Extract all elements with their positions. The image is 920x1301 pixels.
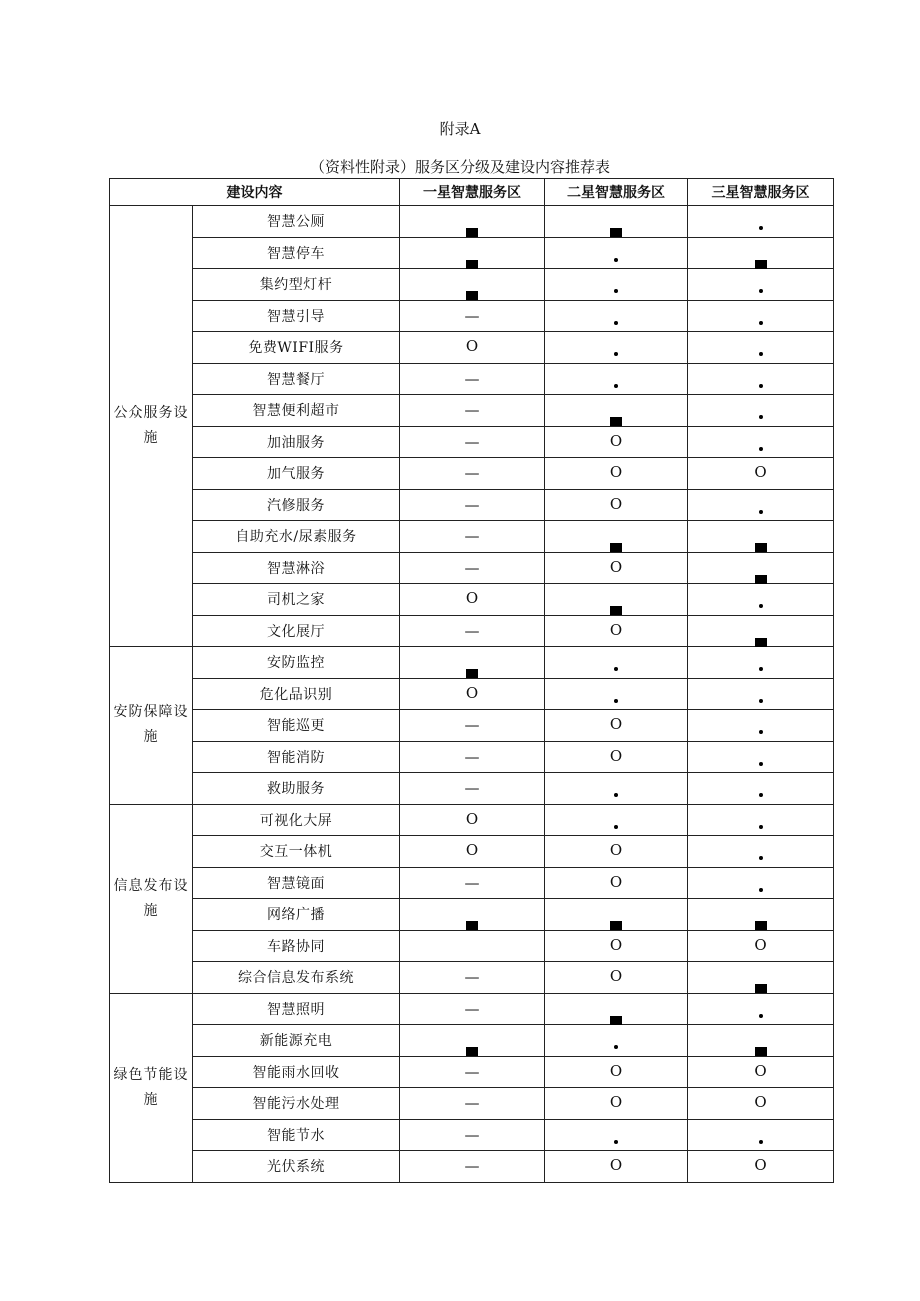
table-row xyxy=(110,615,834,647)
table-row xyxy=(110,899,834,931)
dot-mark xyxy=(688,376,833,392)
one-star-cell xyxy=(400,804,545,836)
table-row xyxy=(110,584,834,616)
table-row xyxy=(110,836,834,868)
three-star-cell xyxy=(688,237,834,269)
two-star-cell xyxy=(545,930,688,962)
dash-mark: — xyxy=(464,306,480,325)
dash-mark: — xyxy=(464,1094,480,1112)
three-star-cell xyxy=(688,395,834,427)
table-header-row xyxy=(110,179,834,206)
dot-mark xyxy=(688,722,833,738)
one-star-cell xyxy=(400,678,545,710)
item-cell: 文化展厅 xyxy=(193,615,400,647)
item-cell: 交互一体机 xyxy=(193,836,400,868)
table-row xyxy=(110,678,834,710)
table-row xyxy=(110,489,834,521)
three-star-cell xyxy=(688,1056,834,1088)
table-row xyxy=(110,300,834,332)
table-body xyxy=(110,206,834,1183)
header-three-star: 三星智慧服务区 xyxy=(688,179,834,206)
three-star-cell xyxy=(688,269,834,301)
two-star-cell xyxy=(545,993,688,1025)
two-star-cell xyxy=(545,741,688,773)
dot-mark xyxy=(545,691,687,707)
circle-mark: O xyxy=(754,1093,767,1111)
item-cell: 智慧淋浴 xyxy=(193,552,400,584)
item-cell: 集约型灯杆 xyxy=(193,269,400,301)
table-row xyxy=(110,867,834,899)
circle-mark: O xyxy=(754,1061,767,1080)
dash-mark: — xyxy=(464,621,480,640)
circle-mark: O xyxy=(609,1061,623,1080)
item-cell: 智能巡更 xyxy=(193,710,400,742)
one-star-cell xyxy=(400,237,545,269)
dot-mark xyxy=(545,1037,687,1053)
dash-mark: — xyxy=(464,779,480,797)
one-star-cell xyxy=(400,332,545,364)
circle-mark: O xyxy=(609,967,623,985)
circle-mark: O xyxy=(609,1093,623,1111)
item-cell: 新能源充电 xyxy=(193,1025,400,1057)
three-star-cell xyxy=(688,741,834,773)
dash-mark: — xyxy=(464,464,480,482)
one-star-cell xyxy=(400,1025,545,1057)
dot-mark xyxy=(545,817,687,833)
one-star-cell xyxy=(400,489,545,521)
two-star-cell xyxy=(545,269,688,301)
item-cell: 智慧引导 xyxy=(193,300,400,332)
dot-mark xyxy=(688,439,833,455)
three-star-cell xyxy=(688,584,834,616)
dot-mark xyxy=(688,1132,833,1148)
dot-mark xyxy=(688,848,833,864)
circle-mark: O xyxy=(609,872,623,891)
table-row xyxy=(110,395,834,427)
table-row xyxy=(110,804,834,836)
two-star-cell xyxy=(545,710,688,742)
table-title: （资料性附录）服务区分级及建设内容推荐表 xyxy=(309,158,610,176)
three-star-cell xyxy=(688,521,834,553)
category-cell: 信息发布设施 xyxy=(110,804,193,993)
three-star-cell xyxy=(688,552,834,584)
dash-mark: — xyxy=(464,999,480,1018)
table-row xyxy=(110,773,834,805)
two-star-cell xyxy=(545,584,688,616)
one-star-cell xyxy=(400,458,545,490)
three-star-cell xyxy=(688,678,834,710)
table-row xyxy=(110,269,834,301)
three-star-cell xyxy=(688,615,834,647)
three-star-cell xyxy=(688,300,834,332)
three-star-cell xyxy=(688,458,834,490)
one-star-cell xyxy=(400,930,545,962)
dot-mark xyxy=(545,376,687,392)
one-star-cell xyxy=(400,269,545,301)
item-cell: 智能雨水回收 xyxy=(193,1056,400,1088)
circle-mark: O xyxy=(465,589,479,607)
two-star-cell xyxy=(545,395,688,427)
three-star-cell xyxy=(688,804,834,836)
dash-mark: — xyxy=(464,495,480,514)
item-cell: 加油服务 xyxy=(193,426,400,458)
dot-mark xyxy=(688,502,833,518)
one-star-cell xyxy=(400,521,545,553)
item-cell: 危化品识别 xyxy=(193,678,400,710)
two-star-cell xyxy=(545,615,688,647)
three-star-cell xyxy=(688,332,834,364)
one-star-cell xyxy=(400,1088,545,1120)
item-cell: 可视化大屏 xyxy=(193,804,400,836)
one-star-cell xyxy=(400,395,545,427)
table-row xyxy=(110,1025,834,1057)
circle-mark: O xyxy=(609,620,623,639)
circle-mark: O xyxy=(465,337,479,355)
recommendation-table xyxy=(109,178,834,1183)
one-star-cell xyxy=(400,552,545,584)
two-star-cell xyxy=(545,1088,688,1120)
dot-mark xyxy=(688,596,833,612)
three-star-cell xyxy=(688,363,834,395)
table-row xyxy=(110,521,834,553)
circle-mark: O xyxy=(465,841,479,859)
two-star-cell xyxy=(545,363,688,395)
dot-mark xyxy=(688,754,833,770)
table-row xyxy=(110,426,834,458)
circle-mark: O xyxy=(609,841,623,859)
dash-mark: — xyxy=(464,968,480,986)
one-star-cell xyxy=(400,710,545,742)
circle-mark: O xyxy=(465,809,479,828)
table-row xyxy=(110,1151,834,1183)
two-star-cell xyxy=(545,426,688,458)
three-star-cell xyxy=(688,426,834,458)
two-star-cell xyxy=(545,206,688,238)
one-star-cell xyxy=(400,206,545,238)
dot-mark xyxy=(545,313,687,329)
three-star-cell xyxy=(688,1151,834,1183)
item-cell: 智慧餐厅 xyxy=(193,363,400,395)
dot-mark xyxy=(545,659,687,675)
two-star-cell xyxy=(545,521,688,553)
circle-mark: O xyxy=(609,935,623,954)
two-star-cell xyxy=(545,1056,688,1088)
dot-mark xyxy=(545,344,687,360)
one-star-cell xyxy=(400,300,545,332)
dot-mark xyxy=(688,880,833,896)
dash-mark: — xyxy=(464,1157,480,1175)
three-star-cell xyxy=(688,1088,834,1120)
one-star-cell xyxy=(400,867,545,899)
three-star-cell xyxy=(688,993,834,1025)
item-cell: 车路协同 xyxy=(193,930,400,962)
circle-mark: O xyxy=(609,1156,623,1174)
two-star-cell xyxy=(545,836,688,868)
one-star-cell xyxy=(400,773,545,805)
two-star-cell xyxy=(545,899,688,931)
three-star-cell xyxy=(688,867,834,899)
dash-mark: — xyxy=(464,747,480,766)
item-cell: 自助充水/尿素服务 xyxy=(193,521,400,553)
category-cell: 安防保障设施 xyxy=(110,647,193,805)
two-star-cell xyxy=(545,300,688,332)
two-star-cell xyxy=(545,458,688,490)
circle-mark: O xyxy=(609,557,623,576)
dot-mark xyxy=(688,691,833,707)
item-cell: 汽修服务 xyxy=(193,489,400,521)
two-star-cell xyxy=(545,962,688,994)
dash-mark: — xyxy=(464,558,480,577)
two-star-cell xyxy=(545,237,688,269)
dot-mark xyxy=(688,659,833,675)
dash-mark: — xyxy=(464,527,480,545)
three-star-cell xyxy=(688,489,834,521)
three-star-cell xyxy=(688,773,834,805)
circle-mark: O xyxy=(754,935,767,954)
category-cell: 绿色节能设施 xyxy=(110,993,193,1182)
dot-mark xyxy=(688,281,833,297)
three-star-cell xyxy=(688,1025,834,1057)
circle-mark: O xyxy=(465,683,479,702)
one-star-cell xyxy=(400,836,545,868)
three-star-cell xyxy=(688,647,834,679)
appendix-title: 附录A xyxy=(439,120,481,138)
two-star-cell xyxy=(545,804,688,836)
dot-mark xyxy=(688,313,833,329)
item-cell: 司机之家 xyxy=(193,584,400,616)
table-row xyxy=(110,710,834,742)
three-star-cell xyxy=(688,710,834,742)
table-row xyxy=(110,332,834,364)
item-cell: 加气服务 xyxy=(193,458,400,490)
item-cell: 智能消防 xyxy=(193,741,400,773)
one-star-cell xyxy=(400,647,545,679)
item-cell: 智能节水 xyxy=(193,1119,400,1151)
circle-mark: O xyxy=(754,1156,767,1174)
two-star-cell xyxy=(545,1151,688,1183)
dot-mark xyxy=(688,785,833,801)
circle-mark: O xyxy=(609,715,623,733)
dash-mark: — xyxy=(464,432,480,451)
dot-mark xyxy=(545,281,687,297)
table-row xyxy=(110,647,834,679)
circle-mark: O xyxy=(609,746,623,765)
table-row xyxy=(110,1119,834,1151)
item-cell: 免费WIFI服务 xyxy=(193,332,400,364)
table-row xyxy=(110,458,834,490)
dash-mark: — xyxy=(464,1062,480,1081)
two-star-cell xyxy=(545,1025,688,1057)
one-star-cell xyxy=(400,615,545,647)
dot-mark xyxy=(688,218,833,234)
table-row xyxy=(110,1056,834,1088)
two-star-cell xyxy=(545,552,688,584)
dot-mark xyxy=(545,785,687,801)
circle-mark: O xyxy=(609,494,623,513)
table-row xyxy=(110,993,834,1025)
table-row xyxy=(110,1088,834,1120)
three-star-cell xyxy=(688,206,834,238)
one-star-cell xyxy=(400,1151,545,1183)
two-star-cell xyxy=(545,647,688,679)
item-cell: 智慧公厕 xyxy=(193,206,400,238)
one-star-cell xyxy=(400,741,545,773)
three-star-cell xyxy=(688,836,834,868)
circle-mark: O xyxy=(754,463,767,481)
dash-mark: — xyxy=(464,401,480,419)
header-one-star: 一星智慧服务区 xyxy=(400,179,545,206)
item-cell: 光伏系统 xyxy=(193,1151,400,1183)
item-cell: 智慧镜面 xyxy=(193,867,400,899)
circle-mark: O xyxy=(609,463,623,481)
three-star-cell xyxy=(688,962,834,994)
table-row xyxy=(110,962,834,994)
one-star-cell xyxy=(400,1056,545,1088)
header-two-star: 二星智慧服务区 xyxy=(545,179,688,206)
table-row xyxy=(110,363,834,395)
item-cell: 智慧便利超市 xyxy=(193,395,400,427)
category-cell: 公众服务设施 xyxy=(110,206,193,647)
one-star-cell xyxy=(400,363,545,395)
item-cell: 综合信息发布系统 xyxy=(193,962,400,994)
dot-mark xyxy=(688,407,833,423)
table-row xyxy=(110,237,834,269)
dash-mark: — xyxy=(464,1125,480,1144)
one-star-cell xyxy=(400,1119,545,1151)
one-star-cell xyxy=(400,962,545,994)
two-star-cell xyxy=(545,773,688,805)
item-cell: 网络广播 xyxy=(193,899,400,931)
two-star-cell xyxy=(545,1119,688,1151)
dot-mark xyxy=(688,817,833,833)
dot-mark xyxy=(688,1006,833,1022)
item-cell: 救助服务 xyxy=(193,773,400,805)
one-star-cell xyxy=(400,426,545,458)
one-star-cell xyxy=(400,899,545,931)
three-star-cell xyxy=(688,1119,834,1151)
circle-mark: O xyxy=(609,431,623,450)
three-star-cell xyxy=(688,930,834,962)
table-row xyxy=(110,741,834,773)
item-cell: 智能污水处理 xyxy=(193,1088,400,1120)
table-row xyxy=(110,930,834,962)
item-cell: 安防监控 xyxy=(193,647,400,679)
item-cell: 智慧照明 xyxy=(193,993,400,1025)
dot-mark xyxy=(545,1132,687,1148)
dot-mark xyxy=(545,250,687,266)
dash-mark: — xyxy=(464,716,480,734)
two-star-cell xyxy=(545,678,688,710)
item-cell: 智慧停车 xyxy=(193,237,400,269)
header-construction-content: 建设内容 xyxy=(110,179,400,206)
dash-mark: — xyxy=(464,369,480,388)
two-star-cell xyxy=(545,332,688,364)
table-row xyxy=(110,552,834,584)
two-star-cell xyxy=(545,489,688,521)
dot-mark xyxy=(688,344,833,360)
one-star-cell xyxy=(400,584,545,616)
two-star-cell xyxy=(545,867,688,899)
table-row xyxy=(110,206,834,238)
three-star-cell xyxy=(688,899,834,931)
one-star-cell xyxy=(400,993,545,1025)
dash-mark: — xyxy=(464,873,480,892)
